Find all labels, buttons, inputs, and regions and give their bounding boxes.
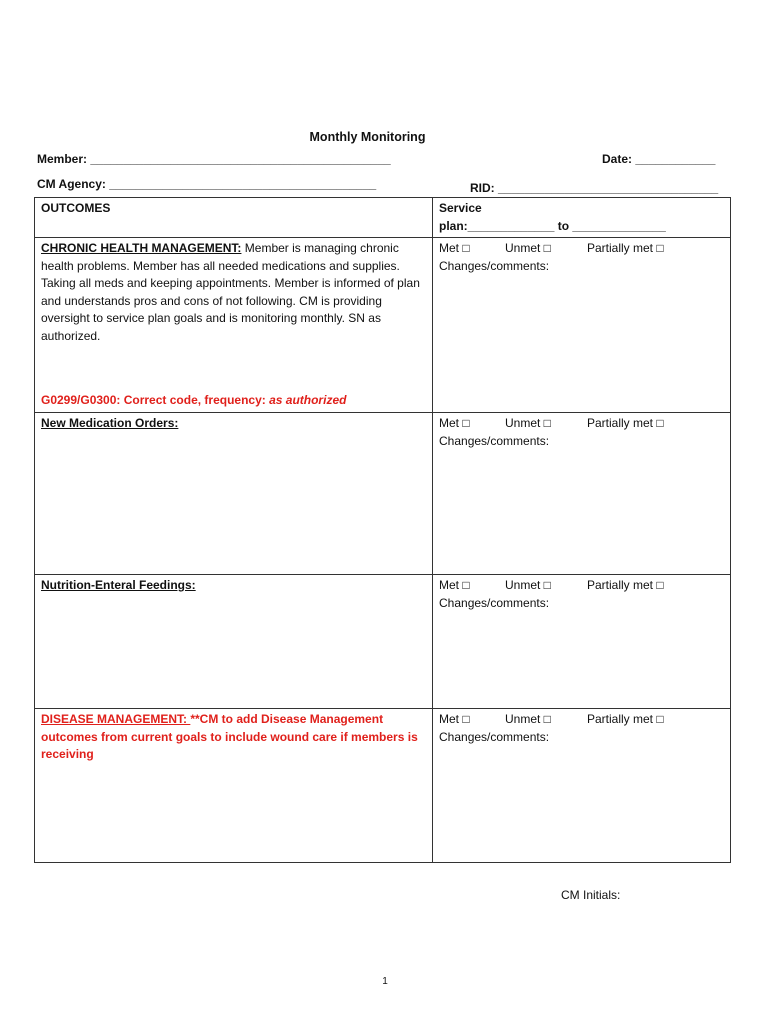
code-frequency: as authorized: [269, 392, 347, 407]
service-plan-label: Service: [439, 201, 482, 215]
cm-agency-field: CM Agency: ________________________________________: [37, 177, 377, 191]
member-field: Member: _____________________________________________: [37, 152, 391, 166]
table-header-row: [35, 198, 731, 238]
met-checkbox[interactable]: Met □: [439, 712, 470, 726]
disease-management-heading: DISEASE MANAGEMENT:: [41, 712, 191, 726]
table-row: [35, 575, 731, 709]
met-checkbox[interactable]: Met □: [439, 241, 470, 255]
service-plan-range: plan:_____________ to ______________: [439, 218, 666, 233]
met-checkbox[interactable]: Met □: [439, 578, 470, 592]
met-checkbox[interactable]: Met □: [439, 416, 470, 430]
unmet-checkbox[interactable]: Unmet □: [505, 416, 551, 430]
nutrition-heading: Nutrition-Enteral Feedings:: [41, 578, 196, 592]
chronic-health-cell: [35, 238, 433, 413]
table-row: [35, 413, 731, 575]
cm-initials-label: CM Initials:: [561, 888, 621, 902]
service-plan-header: [433, 198, 731, 238]
medication-orders-cell: [35, 413, 433, 575]
outcomes-header-label: OUTCOMES: [41, 201, 111, 215]
page-title: Monthly Monitoring: [309, 130, 426, 144]
changes-comments-label: Changes/comments:: [439, 729, 550, 744]
status-cell: [433, 575, 731, 709]
table-row: [35, 238, 731, 413]
monitoring-table: [34, 197, 731, 863]
status-options: [439, 415, 724, 433]
changes-comments-label: Changes/comments:: [439, 433, 550, 448]
page-number: 1: [382, 976, 388, 987]
table-row: [35, 709, 731, 863]
medication-orders-heading: New Medication Orders:: [41, 416, 179, 430]
changes-comments-label: Changes/comments:: [439, 258, 550, 273]
disease-management-cell: [35, 709, 433, 863]
status-cell: [433, 709, 731, 863]
partially-met-checkbox[interactable]: Partially met □: [587, 241, 664, 255]
nutrition-cell: [35, 575, 433, 709]
unmet-checkbox[interactable]: Unmet □: [505, 578, 551, 592]
status-options: [439, 711, 724, 729]
changes-comments-label: Changes/comments:: [439, 595, 550, 610]
unmet-checkbox[interactable]: Unmet □: [505, 241, 551, 255]
outcomes-header: [35, 198, 433, 238]
chronic-health-text: Member is managing chronic health problems. Member has all needed medications and supplies. Taking all meds and keeping appointments. Member is informed of plan and understands pros and cons of not following. CM is providing oversight to service plan goals and is monitoring monthly. SN as authorized.: [41, 241, 420, 343]
chronic-health-heading: CHRONIC HEALTH MANAGEMENT:: [41, 241, 242, 255]
disease-management-text: **CM to add Disease Management outcomes from current goals to include wound care if members is receiving: [41, 712, 418, 761]
date-field: Date: ____________: [602, 152, 716, 166]
status-cell: [433, 238, 731, 413]
code-line: [41, 392, 346, 410]
partially-met-checkbox[interactable]: Partially met □: [587, 578, 664, 592]
rid-field: RID: _________________________________: [470, 181, 719, 195]
unmet-checkbox[interactable]: Unmet □: [505, 712, 551, 726]
status-options: [439, 240, 724, 258]
status-cell: [433, 413, 731, 575]
partially-met-checkbox[interactable]: Partially met □: [587, 712, 664, 726]
code-prefix: G0299/G0300: Correct code, frequency:: [41, 392, 270, 407]
status-options: [439, 577, 724, 595]
partially-met-checkbox[interactable]: Partially met □: [587, 416, 664, 430]
